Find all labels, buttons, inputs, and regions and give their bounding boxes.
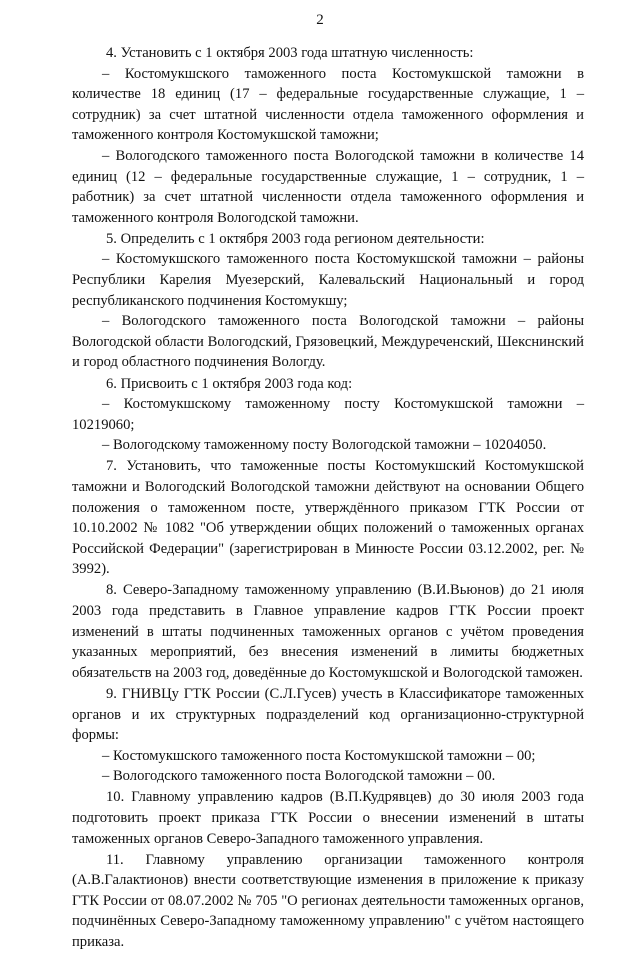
- numbered-paragraph: 10. Главному управлению кадров (В.П.Кудрявцев) до 30 июля 2003 года подготовить проект приказа ГТК России о внесении изменений в штаты таможенных органов Северо-Западного таможенного управления.: [72, 789, 584, 847]
- list-item: – Костомукшскому таможенному посту Костомукшской таможни – 10219060;: [72, 396, 584, 433]
- list-item: – Вологодского таможенного поста Вологодской таможни – районы Вологодской области Вологодский, Грязовецкий, Междуреченский, Шекснинский и город областного подчинения Вологду.: [72, 313, 584, 371]
- numbered-paragraph: 4. Установить с 1 октября 2003 года штатную численность:: [106, 45, 474, 61]
- list-item: – Вологодского таможенного поста Вологодской таможни – 00.: [102, 768, 496, 785]
- numbered-paragraph: 11. Главному управлению организации таможенного контроля (А.В.Галактионов) внести соответствующие изменения в приложение к приказу ГТК России от 08.07.2002 № 705 "О регионах деятельности таможенных органов, подчинённых Северо-Западному таможенному управлению" с учётом настоящего приказа.: [72, 851, 584, 951]
- list-item: – Вологодского таможенного поста Вологодской таможни в количестве 14 единиц (12 – федеральные государственные служащие, 1 – сотрудник, 1 – работник) за счет штатной численности отдела таможенного оформления и таможенного контроля Вологодской таможни.: [72, 147, 584, 226]
- numbered-paragraph: 7. Установить, что таможенные посты Костомукшский Костомукшской таможни и Вологодский Вологодской таможни действуют на основании Общего положения о таможенном посте, утверждённого приказом ГТК России от 10.10.2002 № 1082 "Об утверждении общих положений о таможенных органах Российской Федерации" (зарегистрирован в Минюсте России 03.12.2002, рег. № 3992).: [72, 458, 584, 578]
- numbered-paragraph: 5. Определить с 1 октября 2003 года регионом деятельности:: [106, 230, 485, 247]
- numbered-paragraph: 8. Северо-Западному таможенному управлению (В.И.Вьюнов) до 21 июля 2003 года представить в Главное управление кадров ГТК России проект изменений в штаты подчиненных таможенных органов с учётом проведения указанных мероприятий, без внесения изменений в лимиты бюджетных обязательств на 2003 год, доведённые до Костомукшской и Вологодской таможен.: [72, 582, 584, 681]
- document-body: [72, 43, 584, 953]
- list-item: – Вологодскому таможенному посту Вологодской таможни – 10204050.: [102, 437, 547, 454]
- list-item: – Костомукшского таможенного поста Костомукшской таможни – 00;: [102, 747, 536, 764]
- list-item: – Костомукшского таможенного поста Костомукшской таможни – районы Республики Карелия Муезерский, Калевальский Национальный и город республиканского подчинения Костомукшу;: [72, 251, 584, 309]
- numbered-paragraph: 9. ГНИВЦу ГТК России (С.Л.Гусев) учесть в Классификаторе таможенных органов и их структурных подразделений код организационно-структурной формы:: [72, 685, 584, 744]
- list-item: – Костомукшского таможенного поста Костомукшской таможни в количестве 18 единиц (17 – федеральные государственные служащие, 1 – сотрудник) за счет штатной численности отдела таможенного оформления и таможенного контроля Костомукшской таможни;: [72, 65, 584, 144]
- numbered-paragraph: 6. Присвоить с 1 октября 2003 года код:: [106, 375, 353, 392]
- page-number: 2: [316, 12, 324, 28]
